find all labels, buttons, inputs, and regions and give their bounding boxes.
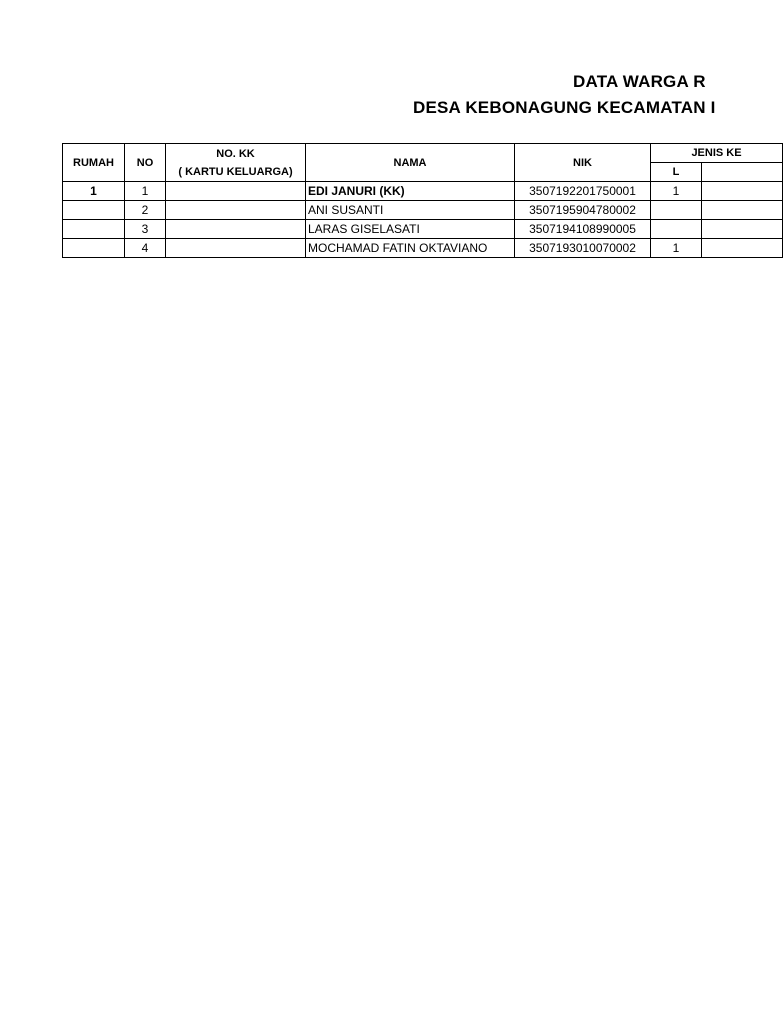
cell-no-kk[interactable] bbox=[166, 201, 306, 220]
cell-rumah[interactable] bbox=[63, 220, 125, 239]
cell-rumah[interactable] bbox=[63, 201, 125, 220]
cell-no[interactable]: 4 bbox=[125, 239, 166, 258]
cell-nik[interactable]: 3507194108990005 bbox=[515, 220, 651, 239]
cell-nik[interactable]: 3507193010070002 bbox=[515, 239, 651, 258]
cell-no[interactable]: 3 bbox=[125, 220, 166, 239]
header-no[interactable]: NO bbox=[125, 144, 166, 182]
cell-no-kk[interactable] bbox=[166, 182, 306, 201]
sheet-title: DATA WARGA R bbox=[573, 72, 706, 91]
table-row[interactable] bbox=[63, 239, 783, 258]
sheet-subtitle: DESA KEBONAGUNG KECAMATAN I bbox=[413, 98, 716, 117]
cell-no[interactable]: 1 bbox=[125, 182, 166, 201]
header-no-kk[interactable] bbox=[166, 144, 306, 182]
header-nama[interactable]: NAMA bbox=[306, 144, 515, 182]
cell-jk-p[interactable] bbox=[702, 182, 783, 201]
cell-no-kk[interactable] bbox=[166, 239, 306, 258]
data-table-viewport bbox=[62, 143, 742, 263]
header-no-kk-line1: NO. KK bbox=[216, 147, 255, 160]
table-row[interactable] bbox=[63, 182, 783, 201]
cell-nama[interactable]: ANI SUSANTI bbox=[306, 201, 515, 220]
header-no-kk-line2: ( KARTU KELUARGA) bbox=[178, 165, 293, 178]
cell-nama[interactable]: LARAS GISELASATI bbox=[306, 220, 515, 239]
cell-jk-l[interactable]: 1 bbox=[651, 182, 702, 201]
cell-jk-p[interactable] bbox=[702, 239, 783, 258]
cell-jk-l[interactable]: 1 bbox=[651, 239, 702, 258]
cell-jk-l[interactable] bbox=[651, 201, 702, 220]
table-row[interactable] bbox=[63, 201, 783, 220]
warga-table bbox=[62, 143, 783, 258]
header-rumah[interactable]: RUMAH bbox=[63, 144, 125, 182]
header-nik[interactable]: NIK bbox=[515, 144, 651, 182]
cell-jk-p[interactable] bbox=[702, 220, 783, 239]
cell-jk-p[interactable] bbox=[702, 201, 783, 220]
header-jenis-kelamin[interactable]: JENIS KE bbox=[651, 144, 783, 163]
cell-no-kk[interactable] bbox=[166, 220, 306, 239]
cell-no[interactable]: 2 bbox=[125, 201, 166, 220]
header-jk-p[interactable] bbox=[702, 163, 783, 182]
cell-nama[interactable]: MOCHAMAD FATIN OKTAVIANO bbox=[306, 239, 515, 258]
cell-jk-l[interactable] bbox=[651, 220, 702, 239]
cell-nik[interactable]: 3507195904780002 bbox=[515, 201, 651, 220]
cell-rumah[interactable] bbox=[63, 239, 125, 258]
table-row[interactable] bbox=[63, 220, 783, 239]
cell-rumah[interactable]: 1 bbox=[63, 182, 125, 201]
cell-nik[interactable]: 3507192201750001 bbox=[515, 182, 651, 201]
header-jk-l[interactable]: L bbox=[651, 163, 702, 182]
cell-nama[interactable]: EDI JANURI (KK) bbox=[306, 182, 515, 201]
